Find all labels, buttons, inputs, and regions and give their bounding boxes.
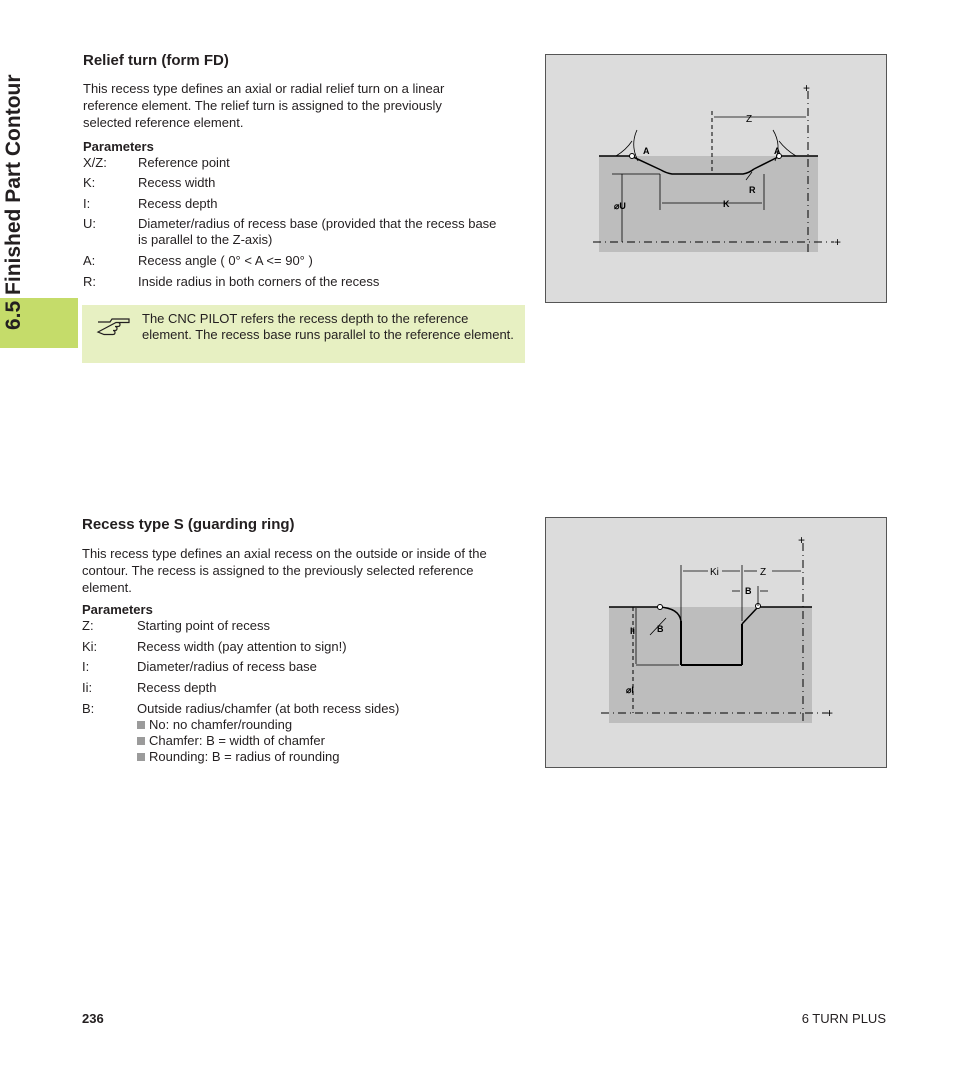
label-b-top: B — [745, 586, 752, 596]
label-b-left: B — [657, 624, 664, 634]
parameter-list — [82, 618, 502, 765]
label-z: Z — [746, 114, 753, 125]
side-tab — [0, 20, 30, 330]
bullet-icon — [137, 753, 145, 761]
bullet-icon — [137, 721, 145, 729]
param-row: I: Recess depth — [83, 196, 218, 211]
param-row: A: Recess angle ( 0° < A <= 90° ) — [83, 253, 313, 268]
label-ii: Ii — [630, 626, 636, 636]
figure-relief-turn — [545, 54, 887, 303]
b-option: No: no chamfer/rounding — [137, 717, 502, 733]
label-k: K — [723, 199, 730, 209]
section-title-relief-turn: Relief turn (form FD) — [83, 52, 229, 69]
section-description: This recess type defines an axial or radial relief turn on a linear reference element. The relief turn is assigned to the previously selected reference element. — [83, 81, 445, 130]
page-number: 236 — [82, 1011, 104, 1026]
label-plus-z: + — [834, 235, 842, 249]
parameters-heading: Parameters — [83, 139, 154, 154]
param-row: Ii: Recess depth — [82, 680, 217, 695]
note-text: The CNC PILOT refers the recess depth to the reference element. The recess base runs parallel to the reference element. — [142, 311, 514, 342]
param-row: R: Inside radius in both corners of the recess — [83, 274, 380, 289]
label-plus-z: + — [826, 706, 834, 720]
label-r: R — [749, 185, 756, 195]
b-option: Rounding: B = radius of rounding — [137, 749, 502, 765]
param-row: B: Outside radius/chamfer (at both recess sides) No: no chamfer/rounding Chamfer: B = width of chamfer Rounding: B = radius of rounding — [82, 701, 502, 765]
b-option: Chamfer: B = width of chamfer — [137, 733, 502, 749]
section-description: This recess type defines an axial recess on the outside or inside of the contour. The recess is assigned to the previously selected reference element. — [82, 546, 487, 595]
bullet-icon — [137, 737, 145, 745]
param-row: K: Recess width — [83, 175, 216, 190]
param-row: Z: Starting point of recess — [82, 618, 270, 633]
parameter-list — [83, 155, 503, 294]
footer-product: 6 TURN PLUS — [801, 1011, 886, 1026]
label-ki: Ki — [710, 567, 719, 578]
label-a-left: A — [643, 146, 650, 156]
param-row: U: Diameter/radius of recess base (provided that the recess base is parallel to the Z-axis) — [83, 216, 497, 247]
note-box — [82, 305, 525, 363]
label-a-right: A — [774, 146, 781, 156]
figure-recess-type-s — [545, 517, 887, 768]
label-plus-x: + — [798, 533, 806, 547]
parameters-heading: Parameters — [82, 602, 153, 617]
param-row: Ki: Recess width (pay attention to sign!) — [82, 639, 347, 654]
side-tab-label: 6.5 Finished Part Contour — [2, 74, 25, 330]
pointing-hand-icon — [96, 314, 132, 336]
label-u: ⌀U — [614, 201, 626, 211]
label-i: ⌀I — [626, 685, 634, 695]
label-plus-x: + — [803, 81, 811, 95]
param-row: X/Z: Reference point — [83, 155, 230, 170]
label-z: Z — [760, 567, 767, 578]
section-title-recess-type-s: Recess type S (guarding ring) — [82, 516, 295, 533]
param-row: I: Diameter/radius of recess base — [82, 659, 317, 674]
